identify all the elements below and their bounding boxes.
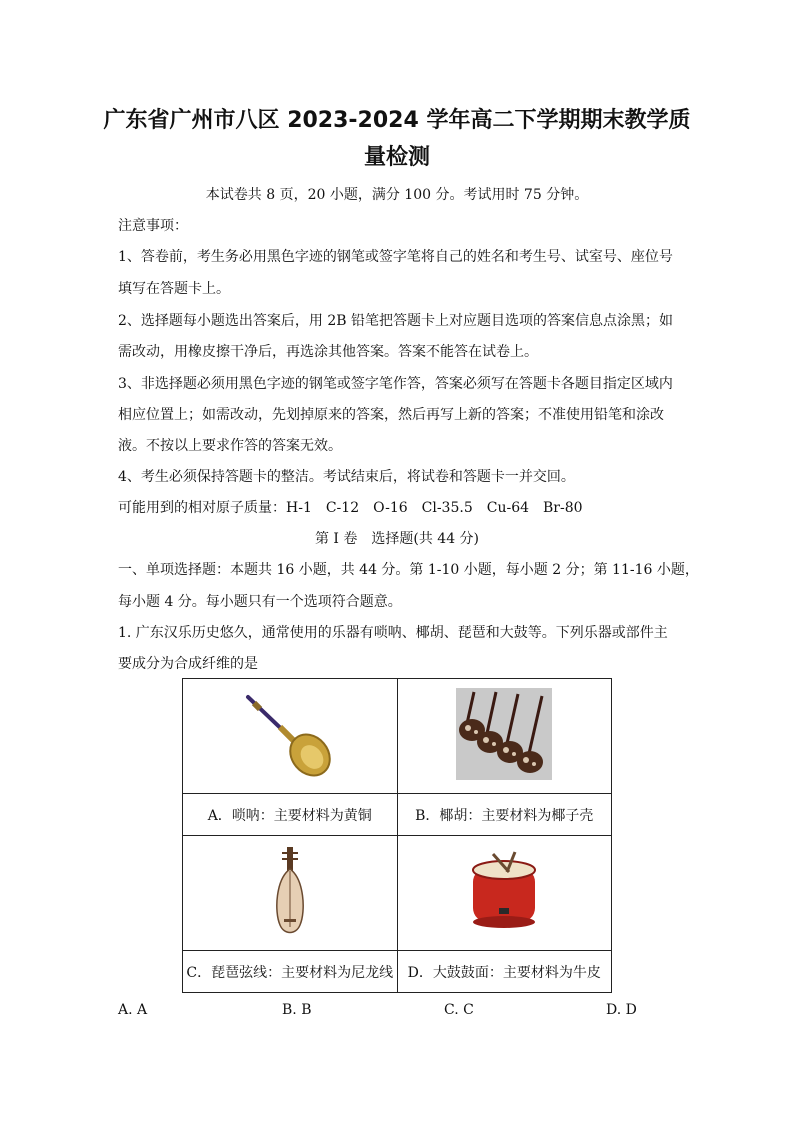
section-title: 第 I 卷 选择题(共 44 分): [314, 531, 480, 547]
option-c-caption: C．琵琶弦线：主要材料为尼龙线: [183, 951, 398, 993]
notice-line: 1、答卷前，考生务必用黑色字迹的钢笔或签字笔将自己的姓名和考生号、试室号、座位号: [118, 249, 673, 265]
notice-line: 2、选择题每小题选出答案后，用 2B 铅笔把答题卡上对应题目选项的答案信息点涂黑；如: [118, 313, 674, 329]
option-d-image-cell: [397, 836, 612, 951]
atomic-masses: 可能用到的相对原子质量：H-1 C-12 O-16 Cl-35.5 Cu-64 Br-80: [118, 500, 583, 516]
question1-stem: 1. 广东汉乐历史悠久，通常使用的乐器有唢呐、椰胡、琵琶和大鼓等。下列乐器或部件主: [118, 625, 668, 641]
notice-line: 需改动，用橡皮擦干净后，再选涂其他答案。答案不能答在试卷上。: [118, 344, 538, 360]
exam-title-line1: 广东省广州市八区 2023-2024 学年高二下学期期末教学质: [103, 108, 691, 133]
answer-choice-a[interactable]: A. A: [118, 1002, 148, 1018]
notice-line: 3、非选择题必须用黑色字迹的钢笔或签字笔作答，答案必须写在答题卡各题目指定区域内: [118, 376, 673, 392]
question1-stem: 要成分为合成纤维的是: [118, 656, 258, 672]
exam-title-line2: 量检测: [363, 145, 430, 170]
part1-instructions: 一、单项选择题：本题共 16 小题，共 44 分。第 1-10 小题，每小题 2 分；第 11-16 小题，: [118, 562, 699, 578]
drum-icon: [461, 848, 547, 934]
notice-heading: 注意事项：: [118, 218, 188, 234]
notice-line: 填写在答题卡上。: [118, 281, 230, 297]
option-b-image-cell: [397, 679, 612, 794]
option-a-caption: A．唢呐：主要材料为黄铜: [183, 794, 398, 836]
option-b-caption: B．椰胡：主要材料为椰子壳: [397, 794, 612, 836]
notice-line: 4、考生必须保持答题卡的整洁。考试结束后，将试卷和答题卡一并交回。: [118, 469, 575, 485]
answer-choice-b[interactable]: B. B: [282, 1002, 312, 1018]
suona-icon: [240, 689, 340, 779]
answer-choice-c[interactable]: C. C: [444, 1002, 474, 1018]
yehu-icon: [456, 688, 552, 780]
exam-intro: 本试卷共 8 页，20 小题，满分 100 分。考试用时 75 分钟。: [205, 187, 589, 203]
part1-instructions: 每小题 4 分。每小题只有一个选项符合题意。: [118, 594, 402, 610]
question1-options-table: [182, 678, 612, 993]
option-c-image-cell: [183, 836, 398, 951]
pipa-icon: [270, 845, 310, 937]
option-a-image-cell: [183, 679, 398, 794]
answer-choice-d[interactable]: D. D: [606, 1002, 637, 1018]
notice-line: 液。不按以上要求作答的答案无效。: [118, 438, 342, 454]
notice-line: 相应位置上；如需改动，先划掉原来的答案，然后再写上新的答案；不准使用铅笔和涂改: [118, 407, 664, 423]
option-d-caption: D．大鼓鼓面：主要材料为牛皮: [397, 951, 612, 993]
